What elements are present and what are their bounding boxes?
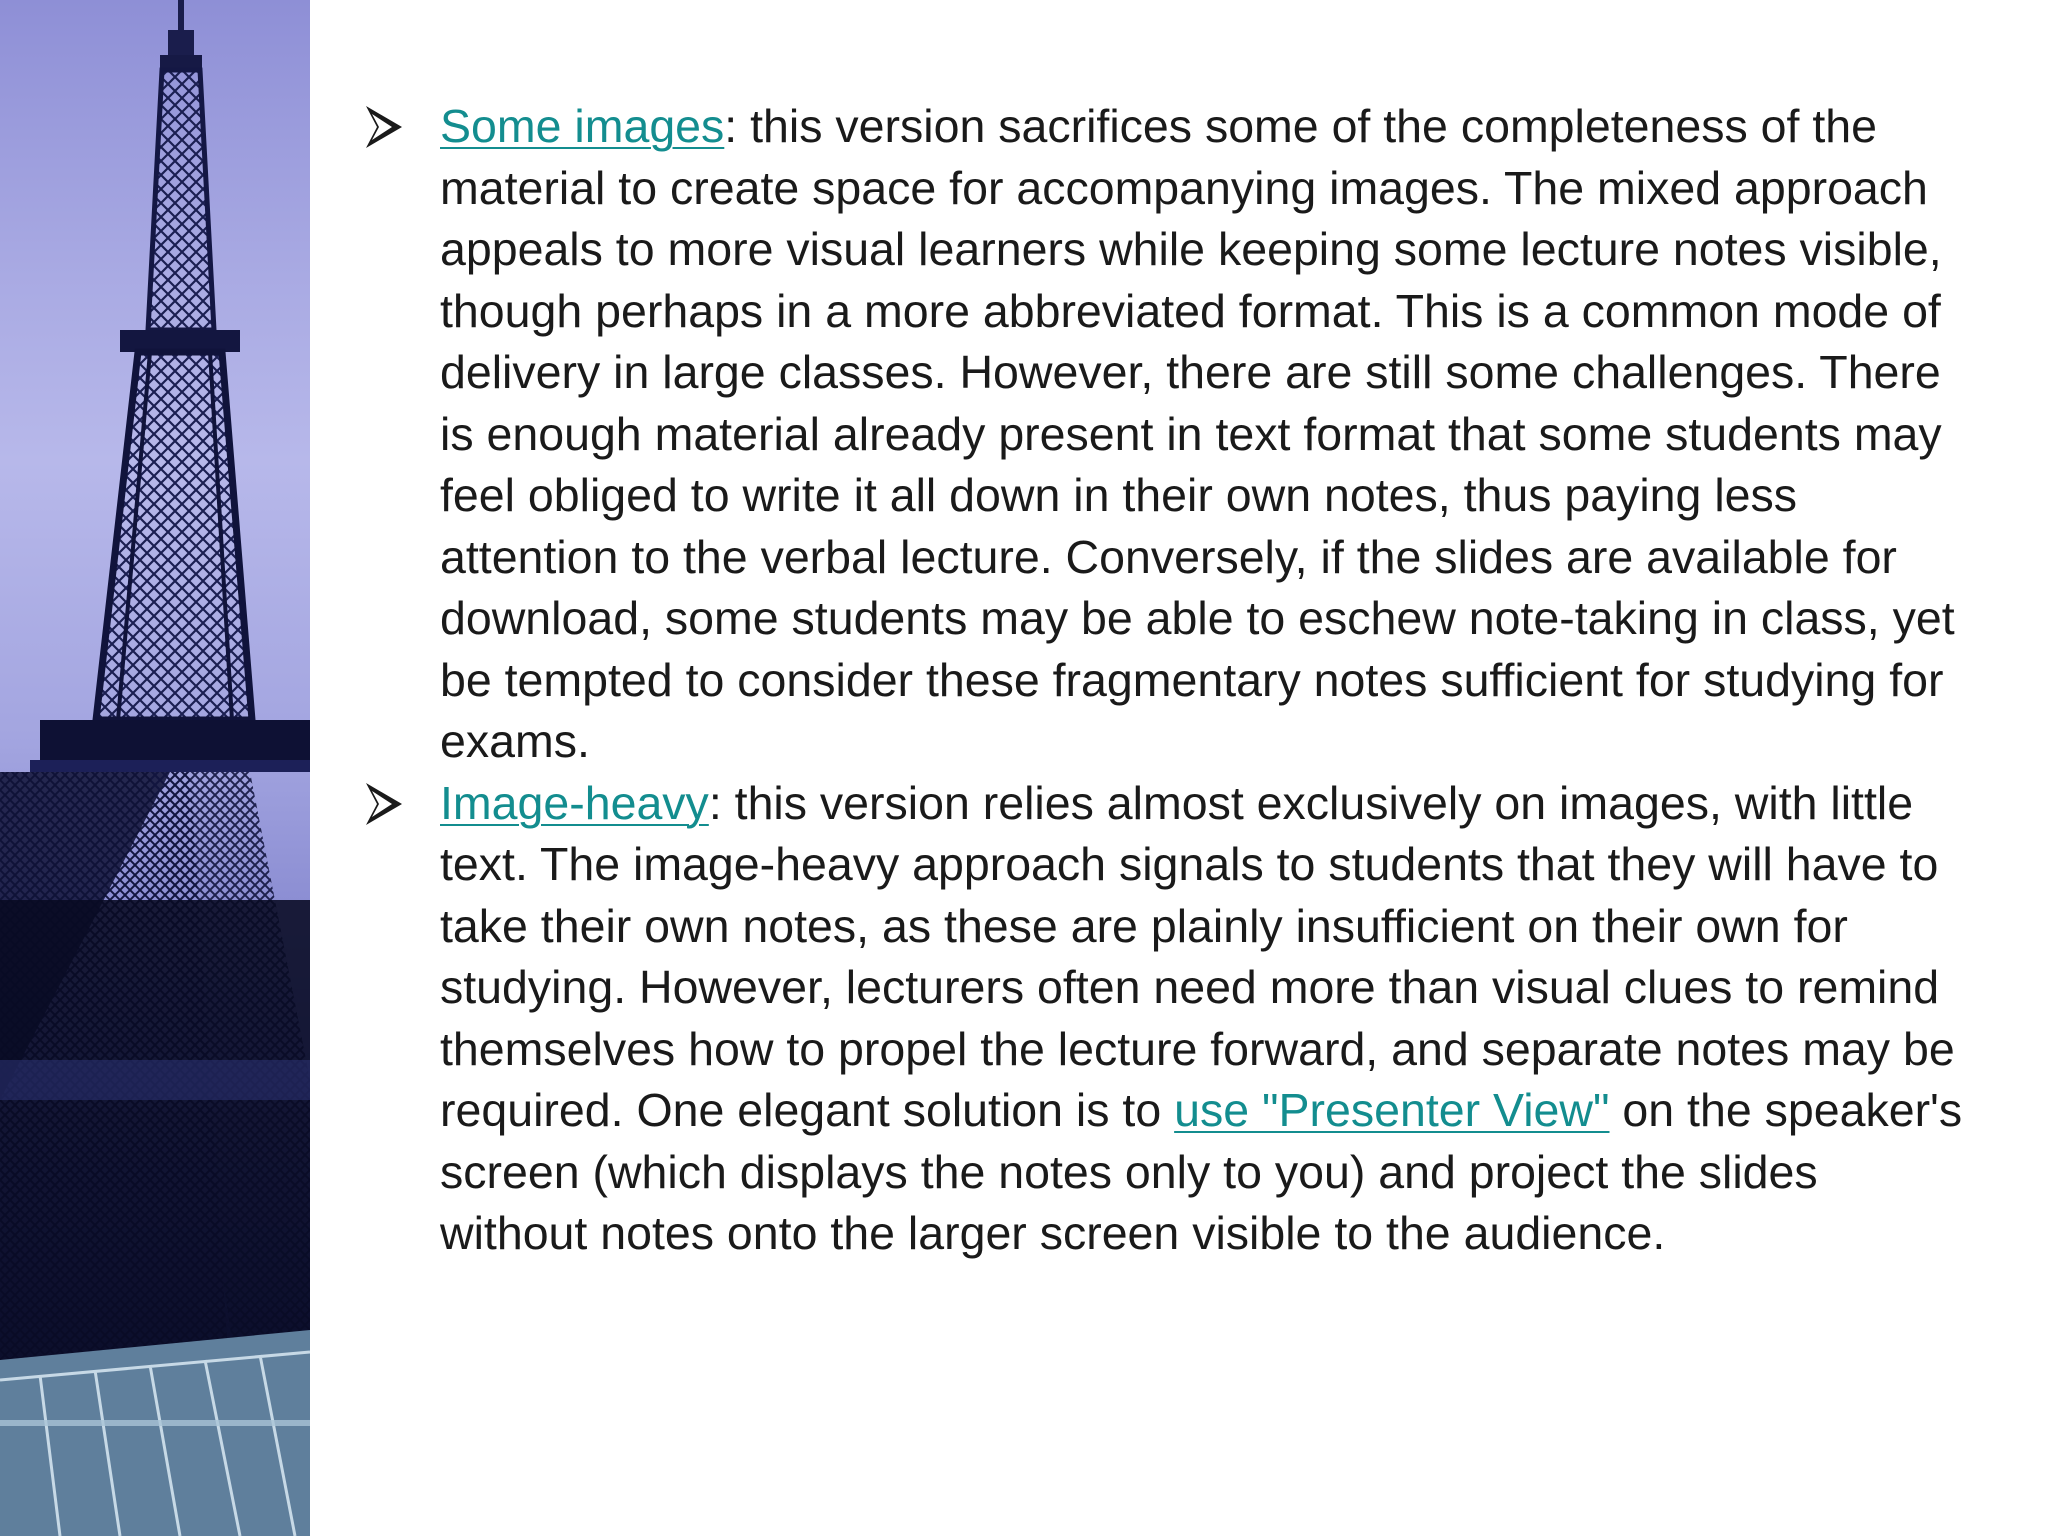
arrowhead-bullet-icon <box>364 102 404 152</box>
presenter-view-link[interactable]: use "Presenter View" <box>1174 1084 1610 1136</box>
some-images-description: : this version sacrifices some of the completeness of the material to create space for accompanying images. The mixed approach appeals to more visual learners while keeping some lecture notes visible, though perhaps in a more abbreviated format. This is a common mode of delivery in large classes. However, there are still some challenges. There is enough material already present in text format that some students may feel obliged to write it all down in their own notes, thus paying less attention to the verbal lecture. Conversely, if the slides are available for download, some students may be able to eschew note-taking in class, yet be tempted to consider these fragmentary notes sufficient for studying for exams. <box>440 100 1955 767</box>
eiffel-tower-photo <box>0 0 310 1536</box>
bullet-some-images <box>358 96 1968 773</box>
bullet-image-heavy <box>358 773 1968 1265</box>
eiffel-tower-image <box>0 0 310 1536</box>
image-heavy-description: : this version relies almost exclusively on images, with little text. The image-heavy approach signals to students that they will have to take their own notes, as these are plainly insufficient on their own for studying. However, lecturers often need more than visual clues to remind themselves how to propel the lecture forward, and separate notes may be required. One elegant solution is to <box>440 776 1955 1136</box>
slide-body <box>358 96 1968 1396</box>
image-heavy-link[interactable]: Image-heavy <box>440 776 709 829</box>
some-images-link[interactable]: Some images <box>440 100 725 152</box>
image-heavy-description-end: on the speaker's screen (which displays the notes only to you) and project the slides without notes onto the larger screen visible to the audience. <box>440 1084 1963 1259</box>
bullet-list <box>358 96 1968 1265</box>
arrowhead-bullet-icon <box>364 779 404 829</box>
